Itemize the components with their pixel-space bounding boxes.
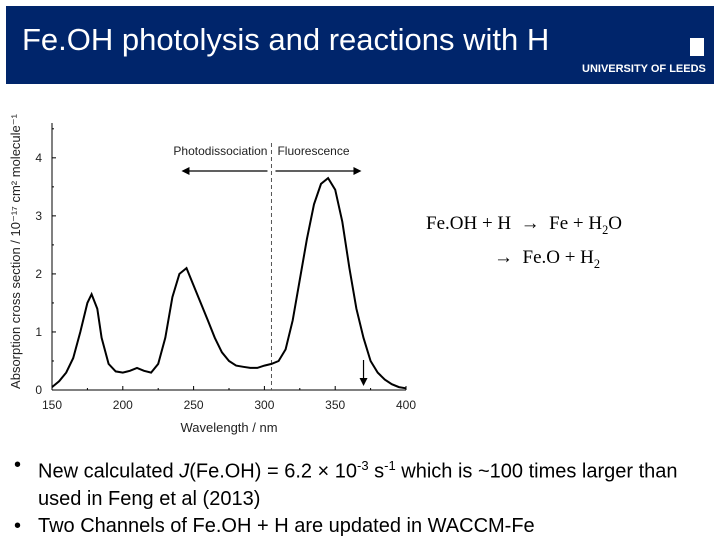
down-arrow-icon [360,378,368,386]
x-axis-label: Wavelength / nm [180,420,278,435]
bullet-list [12,452,712,540]
subscript: 2 [593,256,601,271]
reaction-line-1 [426,210,622,244]
x-tick-label: 300 [254,398,275,412]
y-tick-label: 1 [35,324,42,339]
bullet-dot-icon: • [14,454,22,476]
left-arrowhead-icon [181,167,189,175]
y-tick-label: 3 [35,208,42,223]
photodissociation-label: Photodissociation [173,144,268,158]
slide-title: Fe.OH photolysis and reactions with H [22,22,550,57]
absorption-chart [0,95,430,445]
x-tick-label: 200 [112,398,133,412]
product-2: Fe.O + H [522,246,594,268]
reaction-arrow: → [520,213,540,234]
y-axis-label: Absorption cross section / 10⁻¹⁷ cm² molecule⁻¹ [8,114,23,389]
x-tick-label: 150 [41,398,63,412]
bullet-dot-icon: • [14,514,22,537]
fluorescence-label: Fluorescence [277,144,350,158]
logo-text: UNIVERSITY OF LEEDS [582,63,706,75]
product-1-tail: O [608,213,622,234]
series-line [52,178,406,388]
y-tick-label: 0 [35,383,42,397]
x-tick-label: 350 [325,398,346,412]
y-tick-label: 2 [35,266,42,281]
y-tick-label: 4 [35,150,42,165]
chart-annotations [173,143,367,390]
reactants: Fe.OH + H [426,213,512,234]
product-1: Fe + H [549,213,603,234]
right-arrowhead-icon [353,167,361,175]
bullet-item: • Two Channels of Fe.OH + H are updated in WACCM-Fe [12,513,712,540]
title-bar [6,6,714,84]
bullet-item: • New calculated $J(Fe.OH) = 6.2 \times 10^{-3}$ $s^{-1}$ which is ~100 times larger than used in Feng et al (2013) [14,454,678,510]
reaction-line-2 [426,244,622,278]
chart-axes [35,123,416,412]
subscript: 2 [602,222,609,237]
university-logo [582,36,717,86]
reaction-arrow: → [494,246,513,268]
x-tick-label: 250 [183,398,204,412]
crest-icon [690,38,704,56]
x-tick-label: 400 [395,398,417,412]
reaction-equations [426,210,622,278]
